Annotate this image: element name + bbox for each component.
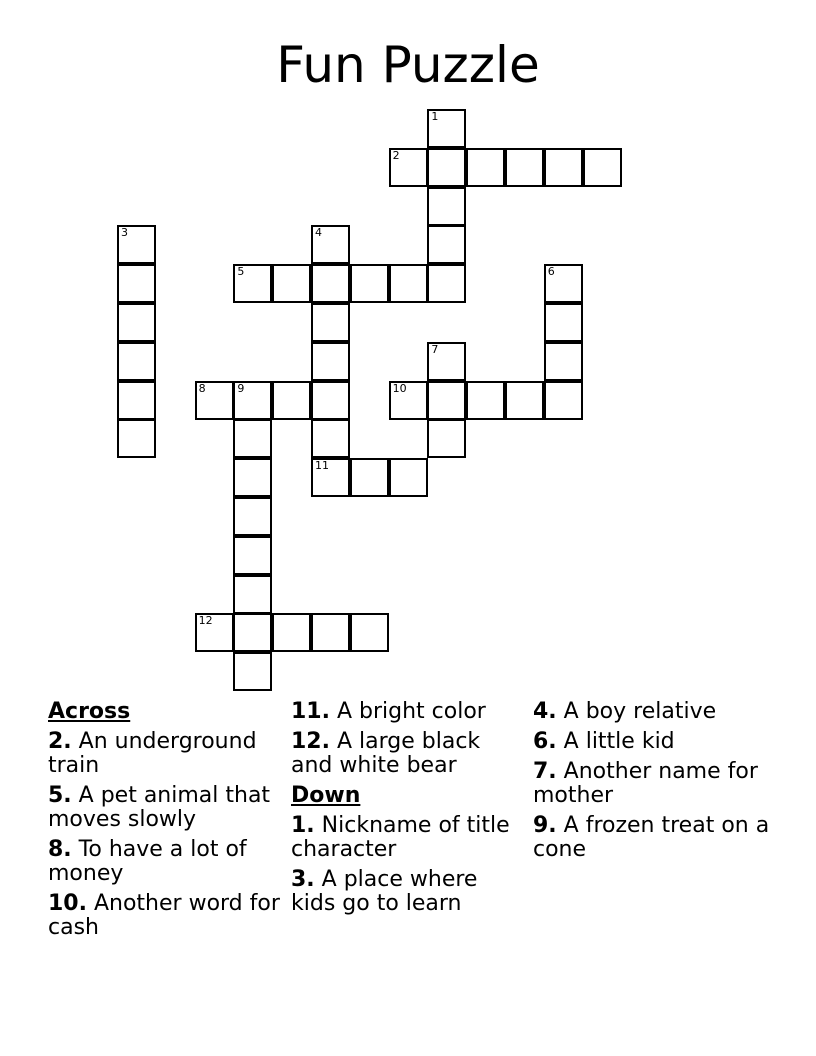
grid-cell[interactable]	[311, 613, 350, 652]
grid-cell[interactable]	[311, 458, 350, 497]
grid-cell[interactable]	[427, 342, 466, 381]
clue-number-label: 11.	[291, 699, 330, 724]
grid-cell[interactable]	[233, 419, 272, 458]
clue-text: Nickname of title character	[291, 813, 510, 862]
grid-cell[interactable]	[272, 264, 311, 303]
grid-cell[interactable]	[117, 264, 156, 303]
clue-number: 6	[547, 265, 555, 279]
clue-number: 7	[431, 342, 439, 356]
grid-cell[interactable]	[311, 264, 350, 303]
clue-item	[291, 814, 527, 862]
clue-text: An underground train	[48, 729, 257, 778]
grid-cell[interactable]	[389, 264, 428, 303]
grid-cell[interactable]	[117, 303, 156, 342]
clue-item	[533, 814, 773, 862]
grid-cell[interactable]	[311, 303, 350, 342]
grid-cell[interactable]	[195, 381, 234, 420]
grid-cell[interactable]	[233, 575, 272, 614]
page-title: Fun Puzzle	[276, 36, 540, 94]
clue-number: 8	[198, 381, 206, 395]
grid-cell[interactable]	[117, 381, 156, 420]
grid-cell[interactable]	[233, 497, 272, 536]
clue-number-label: 2.	[48, 729, 72, 754]
grid-cell[interactable]	[505, 148, 544, 187]
clue-number-label: 10.	[48, 891, 87, 916]
clue-number-label: 3.	[291, 867, 315, 892]
grid-cell[interactable]	[350, 264, 389, 303]
grid-cell[interactable]	[311, 225, 350, 264]
clue-number-label: 5.	[48, 783, 72, 808]
grid-cell[interactable]	[233, 264, 272, 303]
clue-number-label: 7.	[533, 759, 557, 784]
grid-cell[interactable]	[117, 225, 156, 264]
grid-cell[interactable]	[311, 381, 350, 420]
clue-column-1	[48, 700, 284, 946]
grid-cell[interactable]	[583, 148, 622, 187]
grid-cell[interactable]	[544, 342, 583, 381]
clue-number-label: 9.	[533, 813, 557, 838]
grid-cell[interactable]	[427, 109, 466, 148]
grid-cell[interactable]	[233, 652, 272, 691]
clue-text: A bright color	[329, 699, 486, 724]
grid-cell[interactable]	[272, 613, 311, 652]
grid-cell[interactable]	[544, 381, 583, 420]
clue-item	[48, 838, 284, 886]
across-clue-list	[48, 730, 284, 940]
clue-text: A boy relative	[556, 699, 717, 724]
clue-item	[48, 730, 284, 778]
clue-number-label: 4.	[533, 699, 557, 724]
grid-cell[interactable]	[350, 613, 389, 652]
grid-cell[interactable]	[350, 458, 389, 497]
clue-number-label: 6.	[533, 729, 557, 754]
grid-cell[interactable]	[311, 342, 350, 381]
clue-item	[291, 700, 527, 724]
clue-number: 10	[392, 381, 407, 395]
grid-cell[interactable]	[233, 381, 272, 420]
grid-cell[interactable]	[427, 225, 466, 264]
clue-text: A large black and white bear	[291, 729, 481, 778]
clue-number: 4	[315, 226, 322, 240]
clue-number: 12	[198, 614, 213, 628]
grid-cell[interactable]	[466, 381, 505, 420]
grid-cell[interactable]	[427, 419, 466, 458]
clue-number: 3	[121, 226, 128, 240]
grid-cell[interactable]	[544, 303, 583, 342]
clue-number: 11	[315, 459, 329, 473]
clue-item	[291, 868, 527, 916]
clue-text: A frozen treat on a cone	[533, 813, 770, 862]
down-clue-list-continued	[533, 700, 773, 862]
clue-column-2	[291, 700, 527, 922]
across-clue-list-continued	[291, 700, 527, 778]
grid-cell[interactable]	[389, 381, 428, 420]
grid-cell[interactable]	[117, 419, 156, 458]
grid-cell[interactable]	[117, 342, 156, 381]
clue-number: 1	[431, 110, 439, 123]
grid-cell[interactable]	[272, 381, 311, 420]
grid-cell[interactable]	[311, 419, 350, 458]
clue-item	[533, 760, 773, 808]
grid-cell[interactable]	[233, 536, 272, 575]
clue-number: 5	[237, 265, 245, 279]
grid-cell[interactable]	[233, 458, 272, 497]
clue-number-label: 1.	[291, 813, 315, 838]
down-clue-list	[291, 814, 527, 916]
clue-number: 2	[392, 148, 400, 162]
grid-cell[interactable]	[233, 613, 272, 652]
clue-number-label: 8.	[48, 837, 72, 862]
grid-cell[interactable]	[389, 458, 428, 497]
clue-item	[533, 700, 773, 724]
grid-cell[interactable]	[505, 381, 544, 420]
clue-text: To have a lot of money	[48, 837, 247, 886]
grid-cell[interactable]	[427, 148, 466, 187]
clue-text: Another name for mother	[533, 759, 758, 808]
grid-cell[interactable]	[544, 264, 583, 303]
grid-cell[interactable]	[427, 264, 466, 303]
clue-text: Another word for cash	[48, 891, 280, 940]
clue-number-label: 12.	[291, 729, 330, 754]
grid-cell[interactable]	[389, 148, 428, 187]
clue-number: 9	[237, 381, 245, 395]
across-heading: Across	[48, 699, 131, 724]
grid-cell[interactable]	[195, 613, 234, 652]
clue-item	[533, 730, 773, 754]
clue-text: A place where kids go to learn	[291, 867, 478, 916]
clue-text: A little kid	[556, 729, 675, 754]
grid-cell[interactable]	[427, 187, 466, 226]
clue-text: A pet animal that moves slowly	[48, 783, 271, 832]
down-heading: Down	[291, 783, 361, 808]
clue-item	[48, 784, 284, 832]
grid-cell[interactable]	[427, 381, 466, 420]
grid-cell[interactable]	[466, 148, 505, 187]
grid-cell[interactable]	[544, 148, 583, 187]
clue-item	[291, 730, 527, 778]
clue-column-3	[533, 700, 773, 868]
clue-item	[48, 892, 284, 940]
